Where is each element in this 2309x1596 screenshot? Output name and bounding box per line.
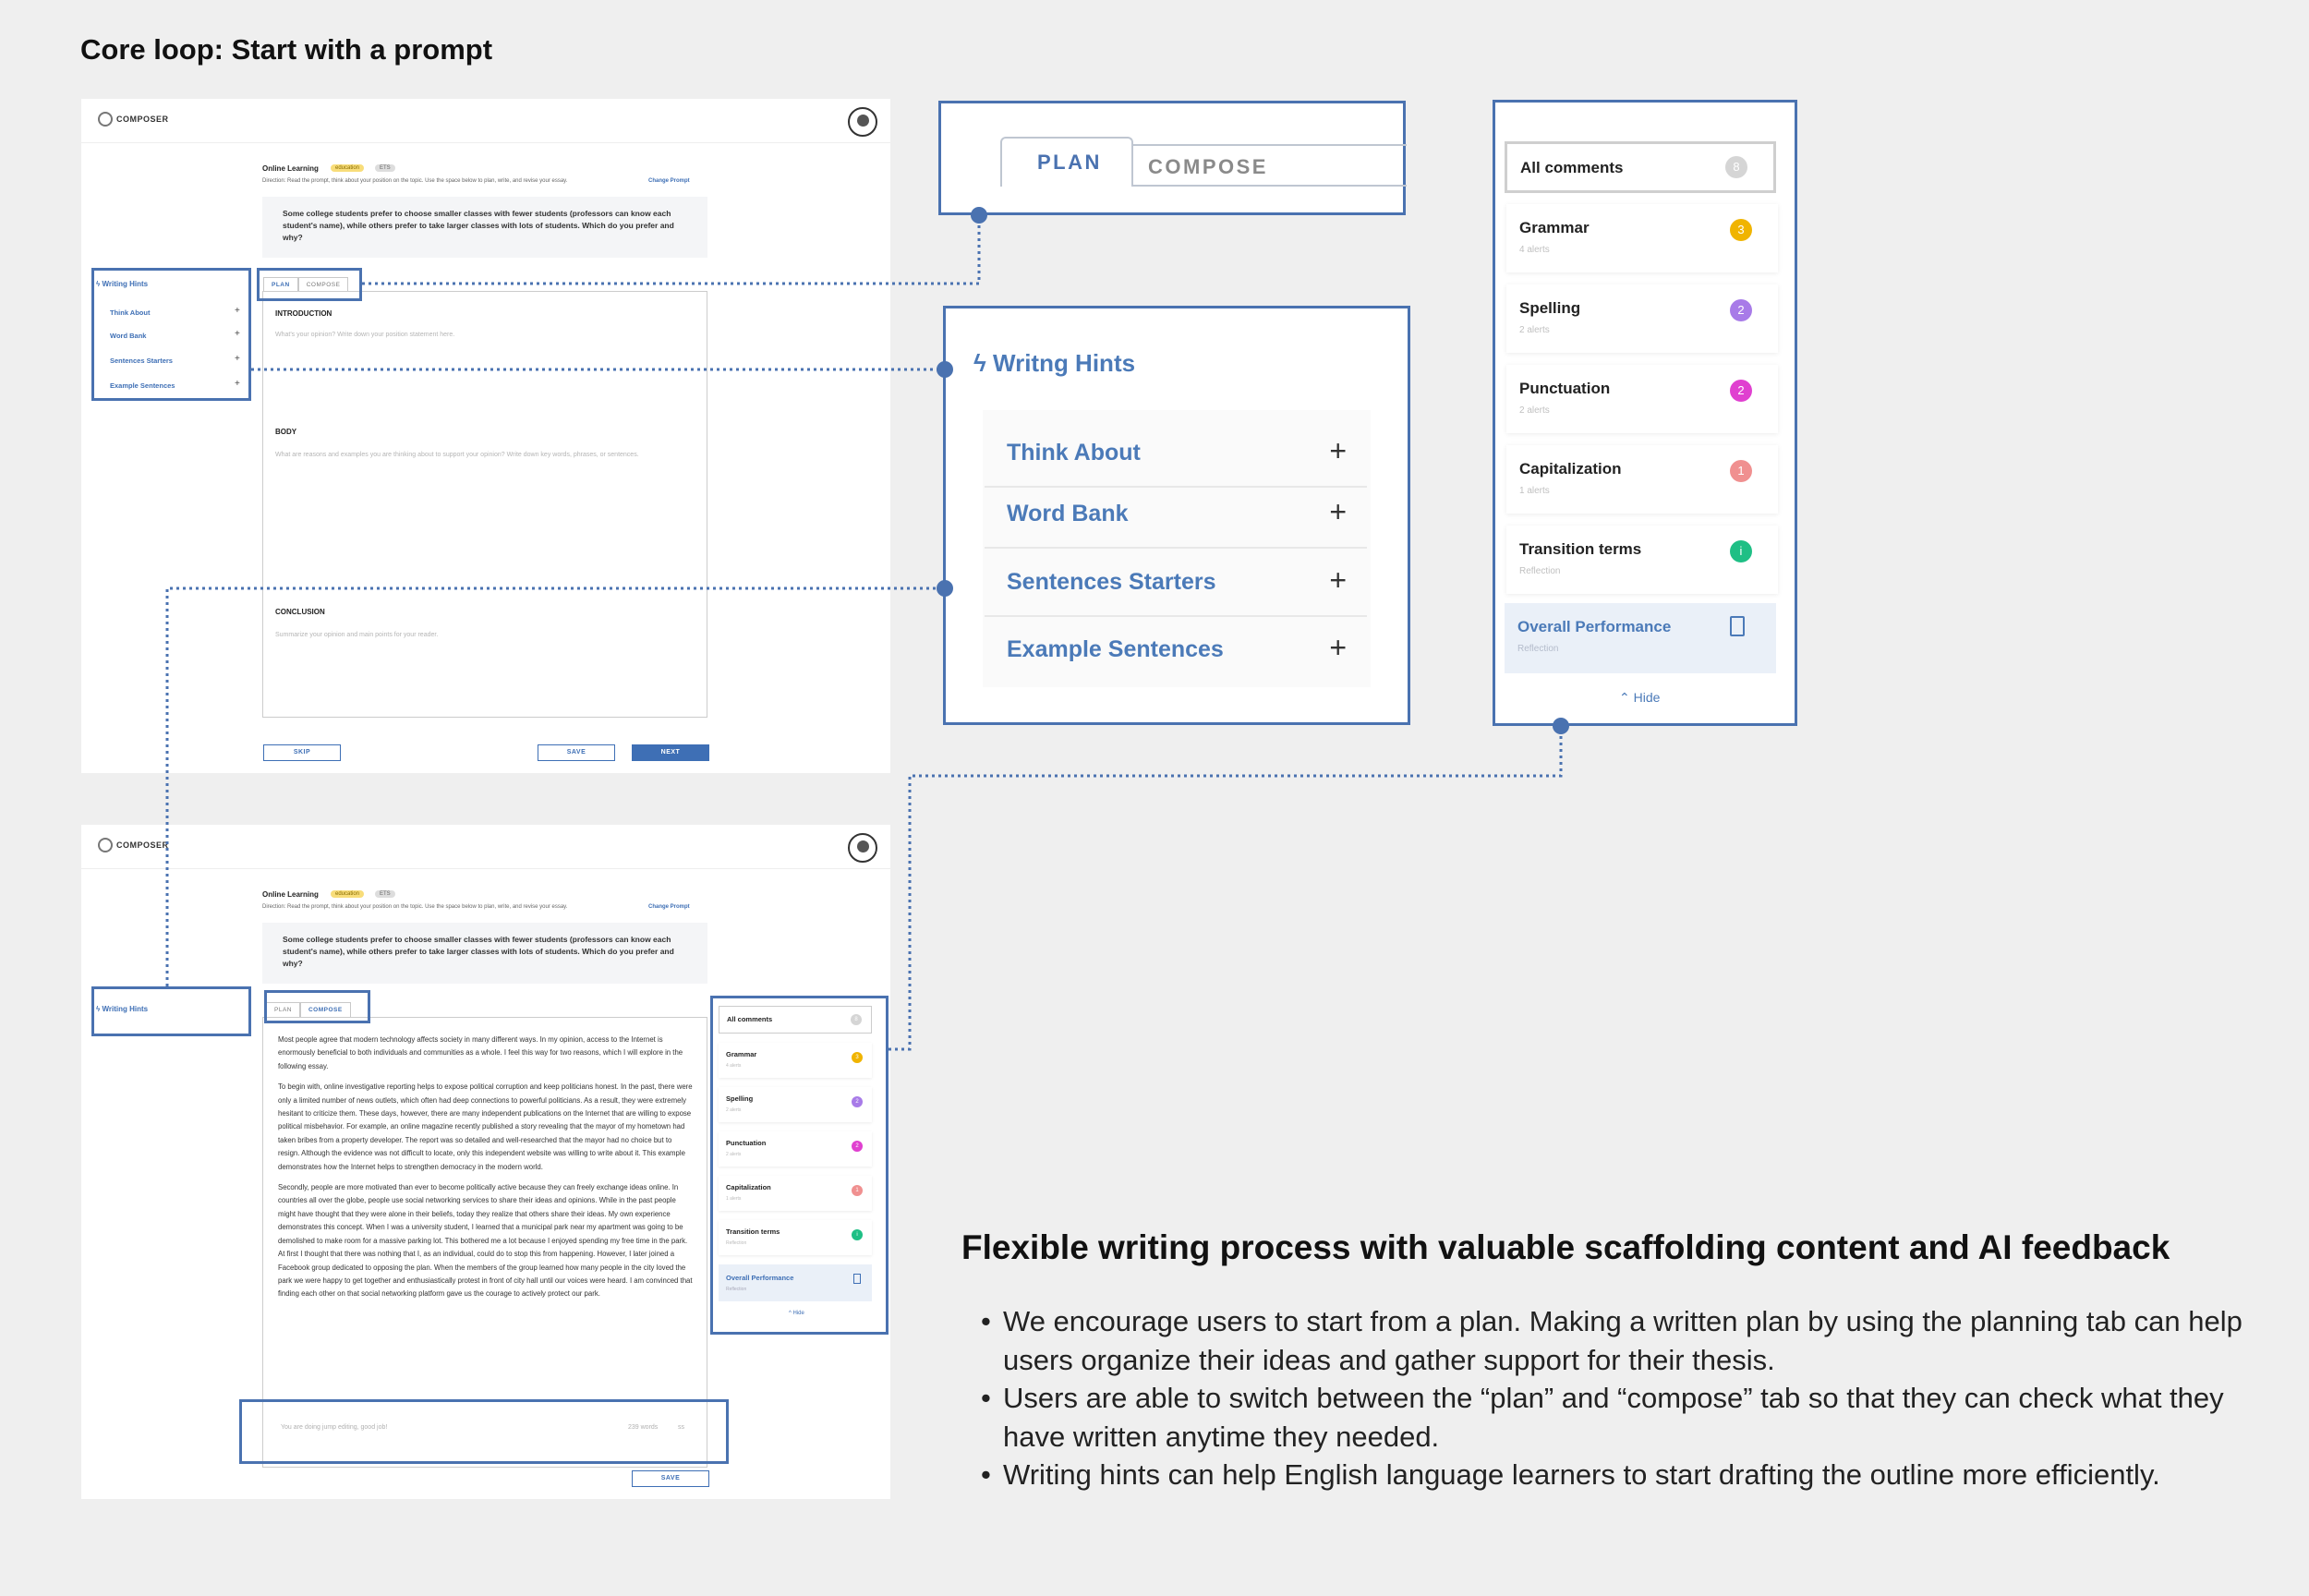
prompt-title: Online Learning [262,164,319,173]
change-prompt-link[interactable]: Change Prompt [648,904,690,910]
overall-sub: Reflection [726,1287,747,1292]
essay-paragraph: Secondly, people are more motivated than ever to become politically active because they can freely exchange ideas online. In countries all over the globe, people use social networking services to share their ideas and opinions. While in the past people might have thought that they were alone in their beliefs, today they realize that others share their ideas. My own experience demonstrates this concept. When I was a university student, I learned that a municipal park near my apartment was going to be demolished to make room for a massive parking lot. This bothered me a lot because I enjoyed spending my free time in the park. At first I thought that there was nothing that I, as an individual, could do to stop this from happening. However, I later joined a Facebook group dedicated to opposing the plan. When the members of the group learned how many people in the city loved the park we were happy to get together and enthusiastically protest in front of city hall until our voices were heard. I am convinced that finding each other on that social networking platform gave us the courage to actively protect our park. [278,1183,693,1299]
punctuation-badge: 2 [1730,380,1752,402]
lightning-icon: ϟ [96,1005,103,1013]
plus-icon[interactable]: + [1329,631,1347,664]
change-prompt-link[interactable]: Change Prompt [648,178,690,184]
skip-button[interactable]: SKIP [263,744,341,761]
chevron-up-icon: ⌃ [1619,690,1634,705]
overall-label: Overall Performance [726,1274,794,1282]
feature-title: Flexible writing process with valuable scaffolding content and AI feedback [961,1228,2170,1266]
all-comments-count: 8 [851,1014,862,1025]
comment-label: Punctuation [726,1139,767,1147]
body-input[interactable]: What are reasons and examples you are thinking about to support your opinion? Write down key words, phrases, or sentences. [275,452,639,458]
direction-text: Direction: Read the prompt, think about your position on the topic. Use the space below to plan, write, and revise your essay. [262,178,568,184]
comment-label: Punctuation [1519,380,1611,397]
tab-compose-big-label: COMPOSE [1148,155,1268,178]
connector-tabs [362,215,979,284]
status-message: You are doing jump editing, good job! [281,1424,388,1431]
tab-plan-big-label: PLAN [1037,151,1102,174]
comment-sub: Reflection [1519,566,1561,576]
comment-sub: 4 alerts [726,1063,742,1069]
overall-label: Overall Performance [1517,618,1672,635]
introduction-input[interactable]: What's your opinion? Write down your position statement here. [275,332,455,338]
comment-label: Grammar [1519,219,1590,236]
plus-icon[interactable]: + [1329,495,1347,528]
comment-label: Capitalization [1519,460,1622,478]
bullet-item: • Writing hints can help English language learners to start drafting the outline more efficiently. [981,1456,2274,1494]
capitalization-badge: 1 [852,1185,863,1196]
capitalization-badge: 1 [1730,460,1752,482]
body-heading: BODY [275,428,297,436]
plus-icon[interactable]: + [1329,563,1347,597]
hint-mini-think-about[interactable]: Think About [110,308,151,317]
comment-label: Transition terms [726,1227,780,1236]
lightning-icon: ϟ [96,280,103,288]
feature-bullets [981,1302,2274,1494]
all-comments-label: All comments [1520,159,1624,176]
hint-mini-word-bank[interactable]: Word Bank [110,332,147,340]
tab-plan[interactable]: PLAN [263,277,298,293]
plus-icon[interactable]: + [235,329,240,339]
all-comments-count: 8 [1725,156,1747,178]
connector-hints-2 [167,588,945,986]
chevron-up-icon: ^ [789,1311,793,1316]
transition-badge: i [852,1229,863,1240]
essay-paragraph: To begin with, online investigative reporting helps to expose political corruption and keep politicians honest. In the past, there were only a limited number of news outlets, which often had deep connections to powerful politicians. As a result, they were extremely hesitant to criticize them. These days, however, there are many independent publications on the Internet that are willing to expose political misbehavior. For example, an online magazine recently published a story revealing that the mayor of my hometown had taken bribes from a property developer. The report was so detailed and well-researched that the mayor had no choice but to resign. Although the evidence was not difficult to locate, only this independent website was willing to write about it. This example demonstrates how the Internet helps to strengthen democracy in the modern world. [278,1082,693,1171]
plus-icon[interactable]: + [235,354,240,364]
hint-label: Sentences Starters [1007,569,1216,595]
overall-sub: Reflection [1517,644,1559,654]
comment-sub: 2 alerts [726,1152,742,1157]
bullet-item: • Users are able to switch between the “plan” and “compose” tab so that they can check what they have written anytime they needed. [981,1379,2274,1456]
tag-education: education [331,890,364,898]
grammar-badge: 3 [1730,219,1752,241]
all-comments-label: All comments [727,1015,773,1023]
prompt-title: Online Learning [262,890,319,899]
plus-icon[interactable]: + [235,379,240,389]
save-button[interactable]: SAVE [632,1470,709,1487]
logo-text: COMPOSER [116,840,169,850]
conclusion-input[interactable]: Summarize your opinion and main points for your reader. [275,632,439,638]
writing-hints-label: Writing Hints [102,1005,149,1013]
introduction-heading: INTRODUCTION [275,309,332,318]
transition-badge: i [1730,540,1752,562]
spelling-badge: 2 [852,1096,863,1107]
bullet-item: • We encourage users to start from a plan. Making a written plan by using the planning tab can help users organize their ideas and gather support for their thesis. [981,1302,2274,1379]
tab-compose[interactable]: COMPOSE [300,1002,351,1018]
hint-label: Example Sentences [1007,636,1224,662]
prompt-text: Some college students prefer to choose smaller classes with fewer students (professors can know each student's name), while others prefer to take larger classes with lots of students. Which do you prefer and why? [262,923,707,984]
grammar-badge: 3 [852,1052,863,1063]
spelling-badge: 2 [1730,299,1752,321]
word-count: 239 words [628,1424,659,1431]
logo-text: COMPOSER [116,115,169,124]
tag-ets: ETS [375,164,395,172]
tab-plan[interactable]: PLAN [266,1002,300,1018]
page-title: Core loop: Start with a prompt [80,33,493,66]
comment-label: Spelling [1519,299,1581,317]
next-button[interactable]: NEXT [632,744,709,761]
comment-sub: Reflection [726,1240,747,1246]
comment-sub: 2 alerts [726,1107,742,1113]
essay-paragraph: Most people agree that modern technology affects society in many different ways. In my opinion, access to the Internet is enormously beneficial to both individuals and communities as a whole. I feel this way for two reasons, which I will explore in the following essay. [278,1035,683,1070]
connector-comments [889,726,1561,1049]
connector-dot-hints-2 [937,580,953,597]
status-extra: ss [678,1424,684,1431]
tag-ets: ETS [375,890,395,898]
connector-dot-tabs [971,207,987,224]
writing-hints-big-label: Writng Hints [993,349,1136,377]
comment-sub: 1 alerts [1519,486,1550,496]
direction-text: Direction: Read the prompt, think about your position on the topic. Use the space below to plan, write, and revise your essay. [262,904,568,910]
punctuation-badge: 2 [852,1141,863,1152]
hint-mini-sentence-starters[interactable]: Sentences Starters [110,357,173,365]
comment-label: Transition terms [1519,540,1642,558]
tab-compose[interactable]: COMPOSE [298,277,349,293]
tag-education: education [331,164,364,172]
comment-label: Capitalization [726,1183,771,1191]
hide-label: Hide [1633,690,1661,705]
hint-mini-example-sentences[interactable]: Example Sentences [110,381,175,390]
comment-label: Spelling [726,1094,754,1103]
hide-label: Hide [792,1311,804,1316]
hint-label: Word Bank [1007,501,1129,526]
save-button[interactable]: SAVE [538,744,615,761]
plus-icon[interactable]: + [235,306,240,316]
comment-sub: 2 alerts [1519,405,1550,416]
comment-sub: 2 alerts [1519,325,1550,335]
prompt-text: Some college students prefer to choose smaller classes with fewer students (professors can know each student's name), while others prefer to take larger classes with lots of students. Which do you prefer and why? [262,197,707,258]
plus-icon[interactable]: + [1329,434,1347,467]
comment-label: Grammar [726,1050,757,1058]
writing-hints-label: Writing Hints [102,280,149,288]
lightning-icon: ϟ [973,349,993,377]
comment-sub: 1 alerts [726,1196,742,1202]
connector-dot-comments [1553,718,1569,734]
comment-sub: 4 alerts [1519,245,1550,255]
conclusion-heading: CONCLUSION [275,608,325,616]
hint-label: Think About [1007,440,1141,466]
connector-dot-hints [937,361,953,378]
